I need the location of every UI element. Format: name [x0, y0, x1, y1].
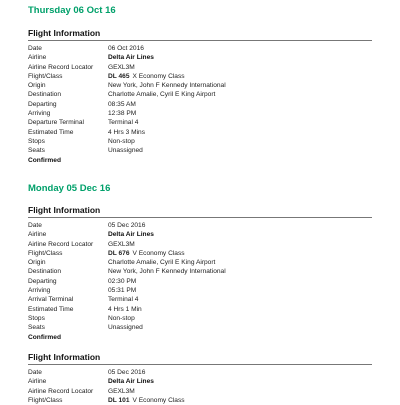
- value: Unassigned: [108, 324, 143, 332]
- value: 12:38 PM: [108, 110, 137, 118]
- row-record-locator: [28, 387, 372, 396]
- row-arriving: [28, 109, 372, 118]
- label: Departure Terminal: [28, 119, 84, 127]
- label: Date: [28, 45, 42, 52]
- row-flight-class: [28, 249, 372, 258]
- row-flight-class: [28, 72, 372, 81]
- value: New York, John F Kennedy International: [108, 268, 226, 276]
- label: Stops: [28, 314, 45, 322]
- value: 08:35 AM: [108, 100, 136, 108]
- label: Destination: [28, 268, 61, 276]
- value: [108, 72, 372, 81]
- value: GEXL3M: [108, 240, 135, 248]
- label: Flight/Class: [28, 72, 63, 80]
- label: Arriving: [28, 287, 51, 295]
- value: GEXL3M: [108, 63, 135, 71]
- status-confirmed: Confirmed: [28, 333, 61, 341]
- value: Delta Air Lines: [108, 378, 154, 386]
- value: Charlotte Amalie, Cyril E King Airport: [108, 259, 216, 267]
- label: Departing: [28, 277, 57, 285]
- section-title: Flight Information: [28, 205, 372, 218]
- row-origin: [28, 81, 372, 90]
- row-seats: [28, 146, 372, 155]
- label: Airline Record Locator: [28, 63, 94, 71]
- row-date: [28, 368, 372, 377]
- row-destination: [28, 267, 372, 276]
- value: Terminal 4: [108, 296, 139, 304]
- class: X Economy Class: [132, 72, 185, 80]
- label: Origin: [28, 82, 46, 90]
- row-destination: [28, 90, 372, 99]
- class: V Economy Class: [132, 396, 185, 404]
- value: Delta Air Lines: [108, 54, 154, 62]
- day-heading-1: Thursday 06 Oct 16: [28, 5, 116, 16]
- class: V Economy Class: [132, 249, 185, 257]
- row-seats: [28, 323, 372, 332]
- row-date: [28, 44, 372, 53]
- value: 02:30 PM: [108, 277, 137, 285]
- row-airline: [28, 230, 372, 239]
- label: Airline Record Locator: [28, 240, 94, 248]
- row-estimated-time: [28, 128, 372, 137]
- value: Charlotte Amalie, Cyril E King Airport: [108, 91, 216, 99]
- label: Flight/Class: [28, 396, 63, 404]
- row-airline: [28, 53, 372, 62]
- label: Origin: [28, 259, 46, 267]
- section-title: Flight Information: [28, 28, 372, 41]
- row-record-locator: [28, 240, 372, 249]
- row-terminal: [28, 118, 372, 127]
- value: Non-stop: [108, 314, 135, 322]
- label: Airline: [28, 231, 47, 239]
- label: Seats: [28, 324, 45, 332]
- label: Seats: [28, 147, 45, 155]
- value: 05 Dec 2016: [108, 369, 146, 376]
- label: Airline: [28, 378, 47, 386]
- value: 4 Hrs 1 Min: [108, 305, 142, 313]
- row-departing: [28, 277, 372, 286]
- value: [108, 396, 372, 405]
- value: Delta Air Lines: [108, 231, 154, 239]
- value: Unassigned: [108, 147, 143, 155]
- label: Flight/Class: [28, 249, 63, 257]
- label: Date: [28, 369, 42, 376]
- value: 06 Oct 2016: [108, 45, 144, 52]
- flight-code: DL 465: [108, 72, 130, 80]
- label: Date: [28, 222, 42, 229]
- label: Arrival Terminal: [28, 296, 74, 304]
- value: 4 Hrs 3 Mins: [108, 128, 146, 136]
- row-date: [28, 221, 372, 230]
- info-rows: [28, 368, 372, 405]
- row-stops: [28, 314, 372, 323]
- info-rows: [28, 44, 372, 156]
- flight-info-section-2: [28, 205, 372, 342]
- row-departing: [28, 100, 372, 109]
- label: Destination: [28, 91, 61, 99]
- label: Departing: [28, 100, 57, 108]
- value: New York, John F Kennedy International: [108, 82, 226, 90]
- flight-code: DL 676: [108, 249, 130, 257]
- row-stops: [28, 137, 372, 146]
- row-estimated-time: [28, 305, 372, 314]
- info-rows: [28, 221, 372, 333]
- row-terminal: [28, 295, 372, 304]
- label: Arriving: [28, 110, 51, 118]
- status-confirmed: Confirmed: [28, 156, 61, 164]
- flight-info-section-3: [28, 352, 372, 405]
- row-airline: [28, 377, 372, 386]
- label: Airline Record Locator: [28, 387, 94, 395]
- row-flight-class: [28, 396, 372, 405]
- label: Airline: [28, 54, 47, 62]
- label: Estimated Time: [28, 305, 74, 313]
- value: Non-stop: [108, 137, 135, 145]
- value: 05:31 PM: [108, 287, 137, 295]
- flight-code: DL 101: [108, 396, 130, 404]
- row-record-locator: [28, 63, 372, 72]
- row-arriving: [28, 286, 372, 295]
- label: Stops: [28, 137, 45, 145]
- section-title: Flight Information: [28, 352, 372, 365]
- label: Estimated Time: [28, 128, 74, 136]
- day-heading-2: Monday 05 Dec 16: [28, 183, 111, 194]
- value: [108, 249, 372, 258]
- row-origin: [28, 258, 372, 267]
- flight-info-section-1: [28, 28, 372, 165]
- value: Terminal 4: [108, 119, 139, 127]
- value: GEXL3M: [108, 387, 135, 395]
- value: 05 Dec 2016: [108, 222, 146, 229]
